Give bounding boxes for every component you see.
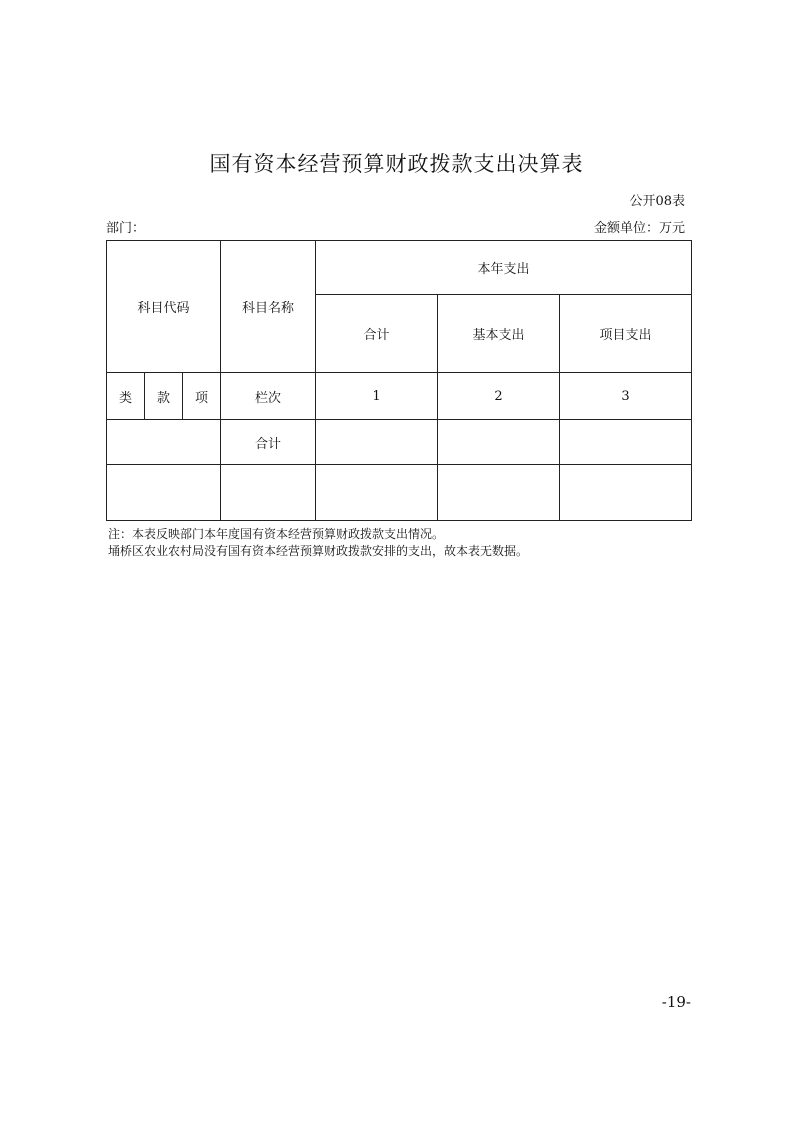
header-subject-name: 科目名称 xyxy=(221,241,316,373)
note-line: 埇桥区农业农村局没有国有资本经营预算财政拨款安排的支出，故本表无数据。 xyxy=(108,544,529,558)
col-kuan: 款 xyxy=(145,373,183,420)
amount-unit-label: 金额单位：万元 xyxy=(593,221,685,236)
form-code: 公开08表 xyxy=(629,194,685,209)
total-row xyxy=(107,420,692,465)
header-basic-expenditure: 基本支出 xyxy=(438,295,560,373)
note-line: 注：本表反映部门本年度国有资本经营预算财政拨款支出情况。 xyxy=(108,527,445,541)
empty-data-row xyxy=(107,465,692,521)
col-number-3: 3 xyxy=(560,373,692,420)
empty-row-basic-cell xyxy=(438,465,560,521)
header-total: 合计 xyxy=(316,295,438,373)
col-number-1: 1 xyxy=(316,373,438,420)
total-row-label: 合计 xyxy=(221,420,316,465)
header-current-year-expenditure: 本年支出 xyxy=(316,241,692,295)
total-row-code-cell xyxy=(107,420,221,465)
page-number: -19- xyxy=(661,993,691,1011)
department-label: 部门： xyxy=(106,221,146,236)
empty-row-total-cell xyxy=(316,465,438,521)
column-index-row xyxy=(107,373,692,420)
header-project-expenditure: 项目支出 xyxy=(560,295,692,373)
header-row-1 xyxy=(107,241,692,295)
total-row-basic-cell xyxy=(438,420,560,465)
empty-row-name-cell xyxy=(221,465,316,521)
col-number-2: 2 xyxy=(438,373,560,420)
expenditure-table xyxy=(106,240,692,521)
empty-row-project-cell xyxy=(560,465,692,521)
header-subject-code: 科目代码 xyxy=(107,241,221,373)
page-title: 国有资本经营预算财政拨款支出决算表 xyxy=(209,152,584,176)
col-xiang: 项 xyxy=(183,373,221,420)
col-lei: 类 xyxy=(107,373,145,420)
empty-row-code-cell xyxy=(107,465,221,521)
notes xyxy=(108,526,528,560)
total-row-project-cell xyxy=(560,420,692,465)
col-lanci: 栏次 xyxy=(221,373,316,420)
total-row-total-cell xyxy=(316,420,438,465)
